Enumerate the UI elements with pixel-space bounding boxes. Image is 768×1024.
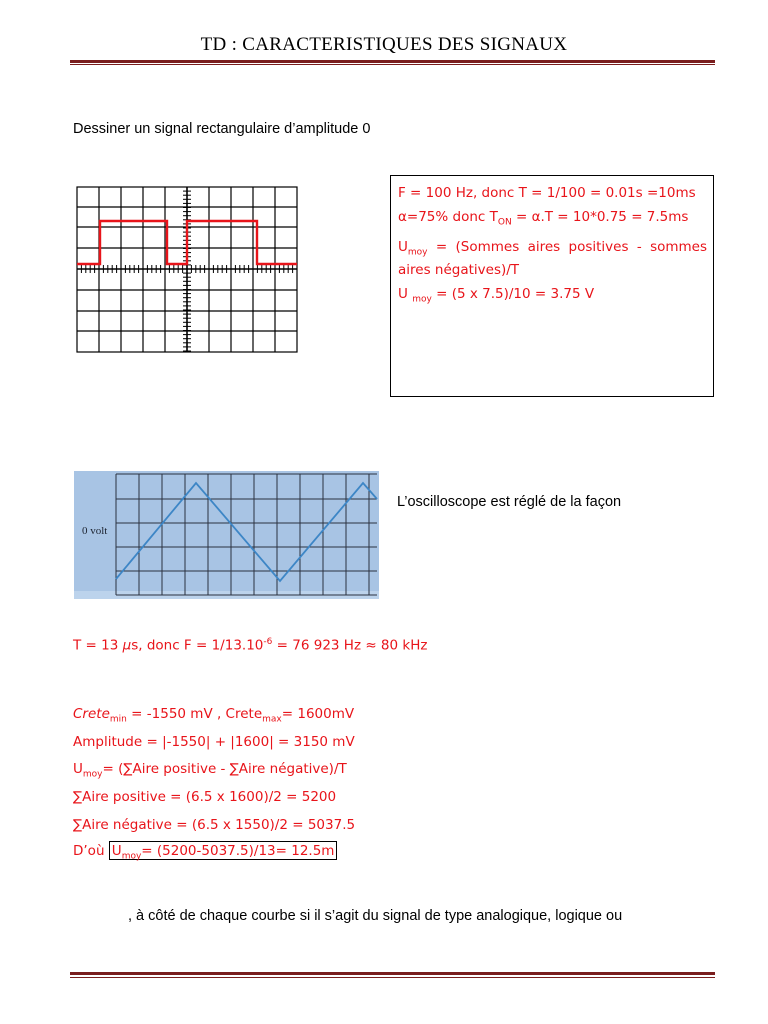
umoy-formula-2: = (∑Aire positive - ∑Aire négative)/T	[102, 761, 347, 777]
footer-rule-thin	[70, 977, 715, 978]
calc-aire-negative: ∑Aire négative = (6.5 x 1550)/2 = 5037.5	[73, 817, 356, 833]
box-line-umoy-formula	[398, 238, 707, 280]
calc-aire-positive: ∑Aire positive = (6.5 x 1600)/2 = 5200	[73, 789, 337, 805]
oscilloscope-caption: L’oscilloscope est réglé de la façon	[397, 494, 622, 510]
calc-result	[73, 843, 337, 862]
umoy-sub-2: moy	[412, 295, 432, 306]
result-boxed	[109, 841, 338, 860]
result-value: = (5200-5037.5)/13= 12.5m	[141, 843, 335, 859]
crete-max-value: = 1600mV	[281, 706, 355, 722]
umoy-symbol-3: U	[73, 761, 83, 777]
duty-text: α=75% donc T	[398, 209, 498, 225]
period-exponent: -6	[263, 637, 273, 647]
duty-text-rest: = α.T = 10*0.75 = 7.5ms	[511, 209, 689, 225]
umoy-symbol-2: U	[398, 286, 413, 303]
footer-rule	[70, 972, 715, 975]
umoy-sub-4: moy	[121, 851, 142, 862]
page-title: TD : CARACTERISTIQUES DES SIGNAUX	[200, 34, 568, 55]
instruction-classify: , à côté de chaque courbe si il s’agit du signal de type analogique, logique ou	[128, 908, 623, 924]
header-rule-thin	[70, 64, 715, 65]
period-calculation	[73, 637, 427, 654]
umoy-symbol: U	[398, 238, 408, 255]
box-line-duty	[398, 208, 707, 232]
box-line-frequency: F = 100 Hz, donc T = 1/100 = 0.01s =10ms	[398, 185, 696, 201]
duty-sub: ON	[497, 217, 512, 228]
calc-amplitude: Amplitude = |-1550| + |1600| = 3150 mV	[73, 734, 355, 750]
instruction-rectangular: Dessiner un signal rectangulaire d’amplitude 0	[73, 121, 371, 137]
zero-volt-label: 0 volt	[82, 525, 108, 537]
calc-crete	[73, 706, 354, 725]
rectangular-signal-grid	[76, 186, 298, 353]
crete-text: = -1550 mV , Crete	[126, 706, 263, 722]
result-prefix: D’où	[73, 843, 109, 859]
header-rule	[70, 60, 715, 63]
crete-label: Crete	[73, 706, 110, 722]
period-text: T = 13	[73, 637, 123, 654]
umoy-sub-3: moy	[82, 769, 103, 780]
crete-min-sub: min	[109, 714, 127, 725]
period-text-2: s, donc F = 1/13.10	[131, 637, 264, 654]
oscilloscope-screen-image	[74, 471, 379, 599]
umoy-sub: moy	[407, 247, 428, 258]
box-line-umoy-result	[398, 285, 707, 309]
period-text-3: = 76 923 Hz ≈ 80 kHz	[272, 637, 428, 654]
calc-umoy-formula	[73, 761, 347, 780]
mu-symbol: μ	[122, 637, 132, 654]
umoy-formula: = (Sommes aires positives - sommes aires négatives)/T	[398, 238, 707, 279]
umoy-symbol-4: U	[111, 843, 122, 859]
crete-max-sub: max	[262, 714, 282, 725]
umoy-result: = (5 x 7.5)/10 = 3.75 V	[431, 286, 595, 303]
answer-box	[390, 175, 714, 397]
